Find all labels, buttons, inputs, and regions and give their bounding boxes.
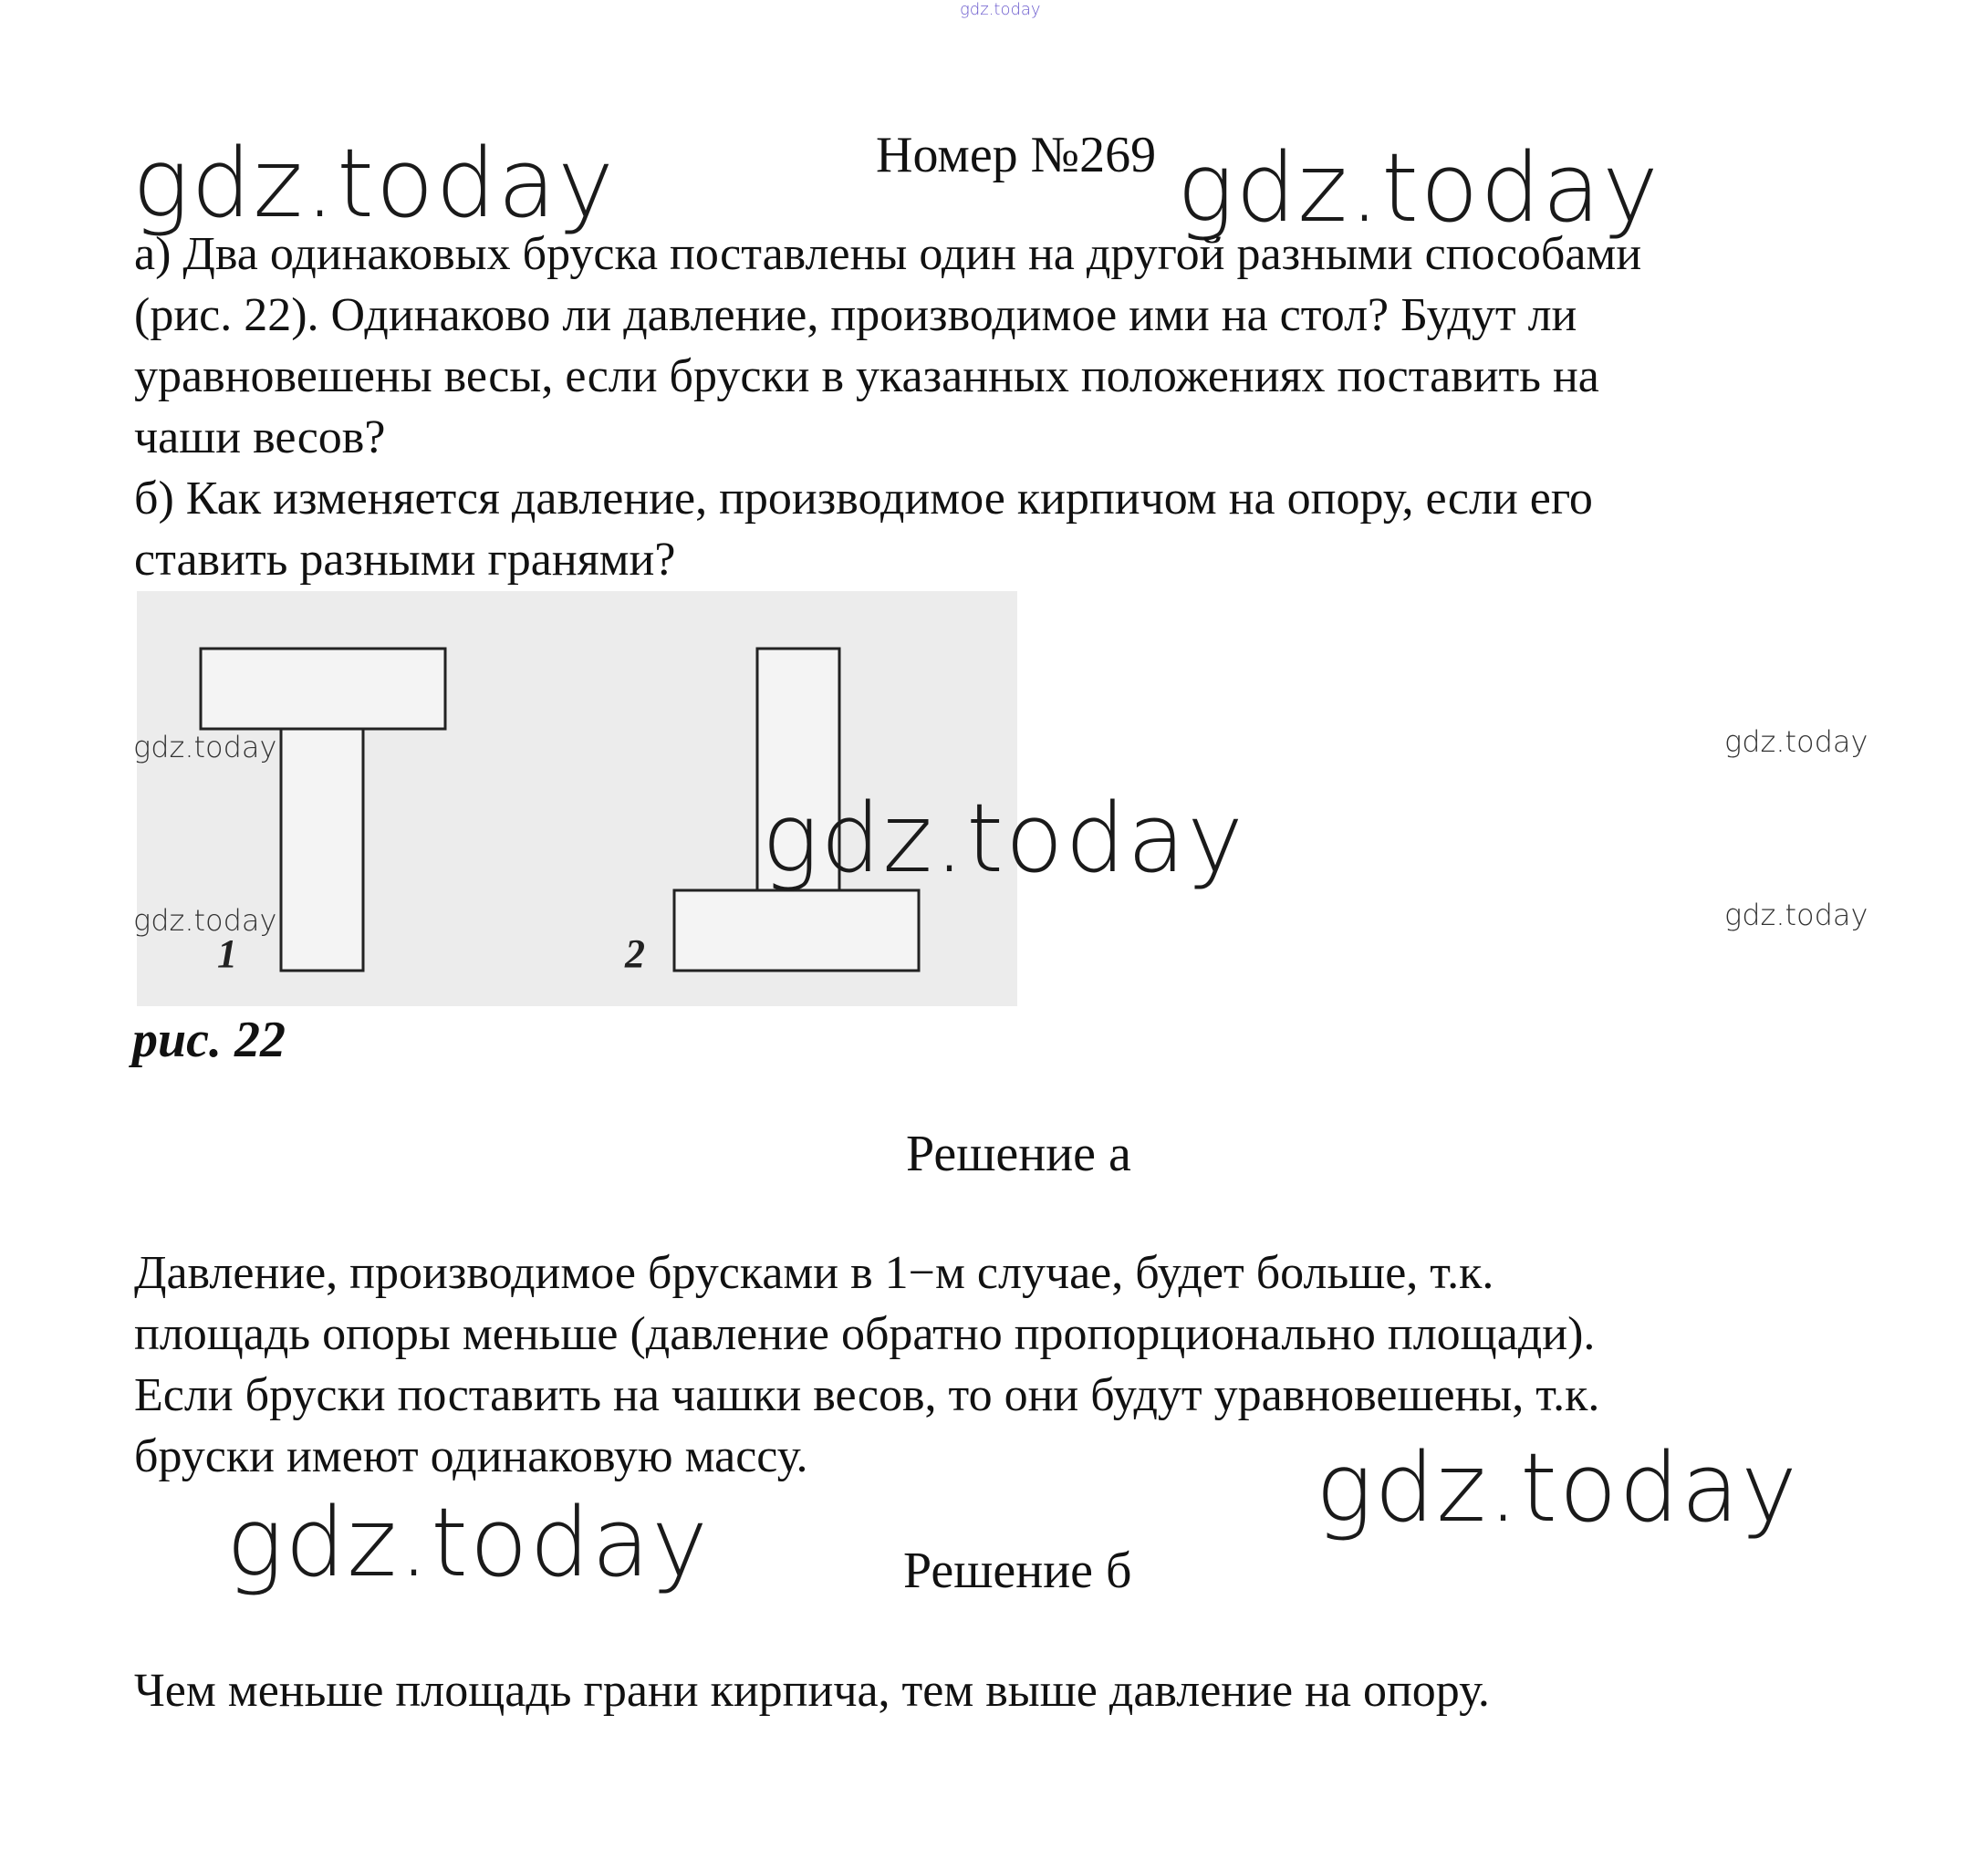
watermark-big: gdz.today: [1177, 132, 1660, 244]
solution-line: Чем меньше площадь грани кирпича, тем выше давление на опору.: [134, 1665, 1490, 1717]
solution-a-heading: Решение а: [906, 1126, 1131, 1182]
block-horizontal-1: [201, 649, 445, 729]
problem-title: Номер №269: [876, 127, 1157, 183]
watermark-small: gdz.today: [133, 903, 277, 938]
figure-caption: рис. 22: [132, 1012, 286, 1068]
watermark-big: gdz.today: [226, 1487, 710, 1598]
solution-b-text: [134, 1660, 1490, 1721]
figure-label-2: 2: [625, 931, 645, 976]
block-vertical-1: [281, 729, 363, 971]
watermark-small: gdz.today: [1724, 724, 1868, 759]
watermark-big: gdz.today: [762, 783, 1245, 894]
solution-b-heading: Решение б: [903, 1543, 1132, 1599]
problem-line: ставить разными гранями?: [134, 534, 676, 586]
problem-line: а) Два одинаковых бруска поставлены один на другой разными способами: [134, 228, 1642, 280]
problem-line: уравновешены весы, если бруски в указанных положениях поставить на: [134, 350, 1599, 402]
solution-line: площадь опоры меньше (давление обратно пропорционально площади).: [134, 1308, 1596, 1360]
problem-text: [134, 223, 1641, 590]
top-watermark: gdz.today: [960, 0, 1041, 19]
watermark-small: gdz.today: [1724, 898, 1868, 932]
block-horizontal-2: [674, 890, 919, 971]
watermark-big: gdz.today: [132, 128, 616, 239]
problem-line: (рис. 22). Одинаково ли давление, производимое ими на стол? Будут ли: [134, 289, 1577, 341]
problem-line: б) Как изменяется давление, производимое кирпичом на опору, если его: [134, 473, 1593, 525]
solution-line: Давление, производимое брусками в 1−м случае, будет больше, т.к.: [134, 1247, 1494, 1299]
solution-line: Если бруски поставить на чашки весов, то они будут уравновешены, т.к.: [134, 1369, 1600, 1421]
problem-line: чаши весов?: [134, 411, 386, 463]
figure-label-1: 1: [217, 931, 237, 976]
solution-line: бруски имеют одинаковую массу.: [134, 1430, 808, 1482]
watermark-small: gdz.today: [133, 730, 277, 764]
watermark-big: gdz.today: [1316, 1432, 1799, 1543]
